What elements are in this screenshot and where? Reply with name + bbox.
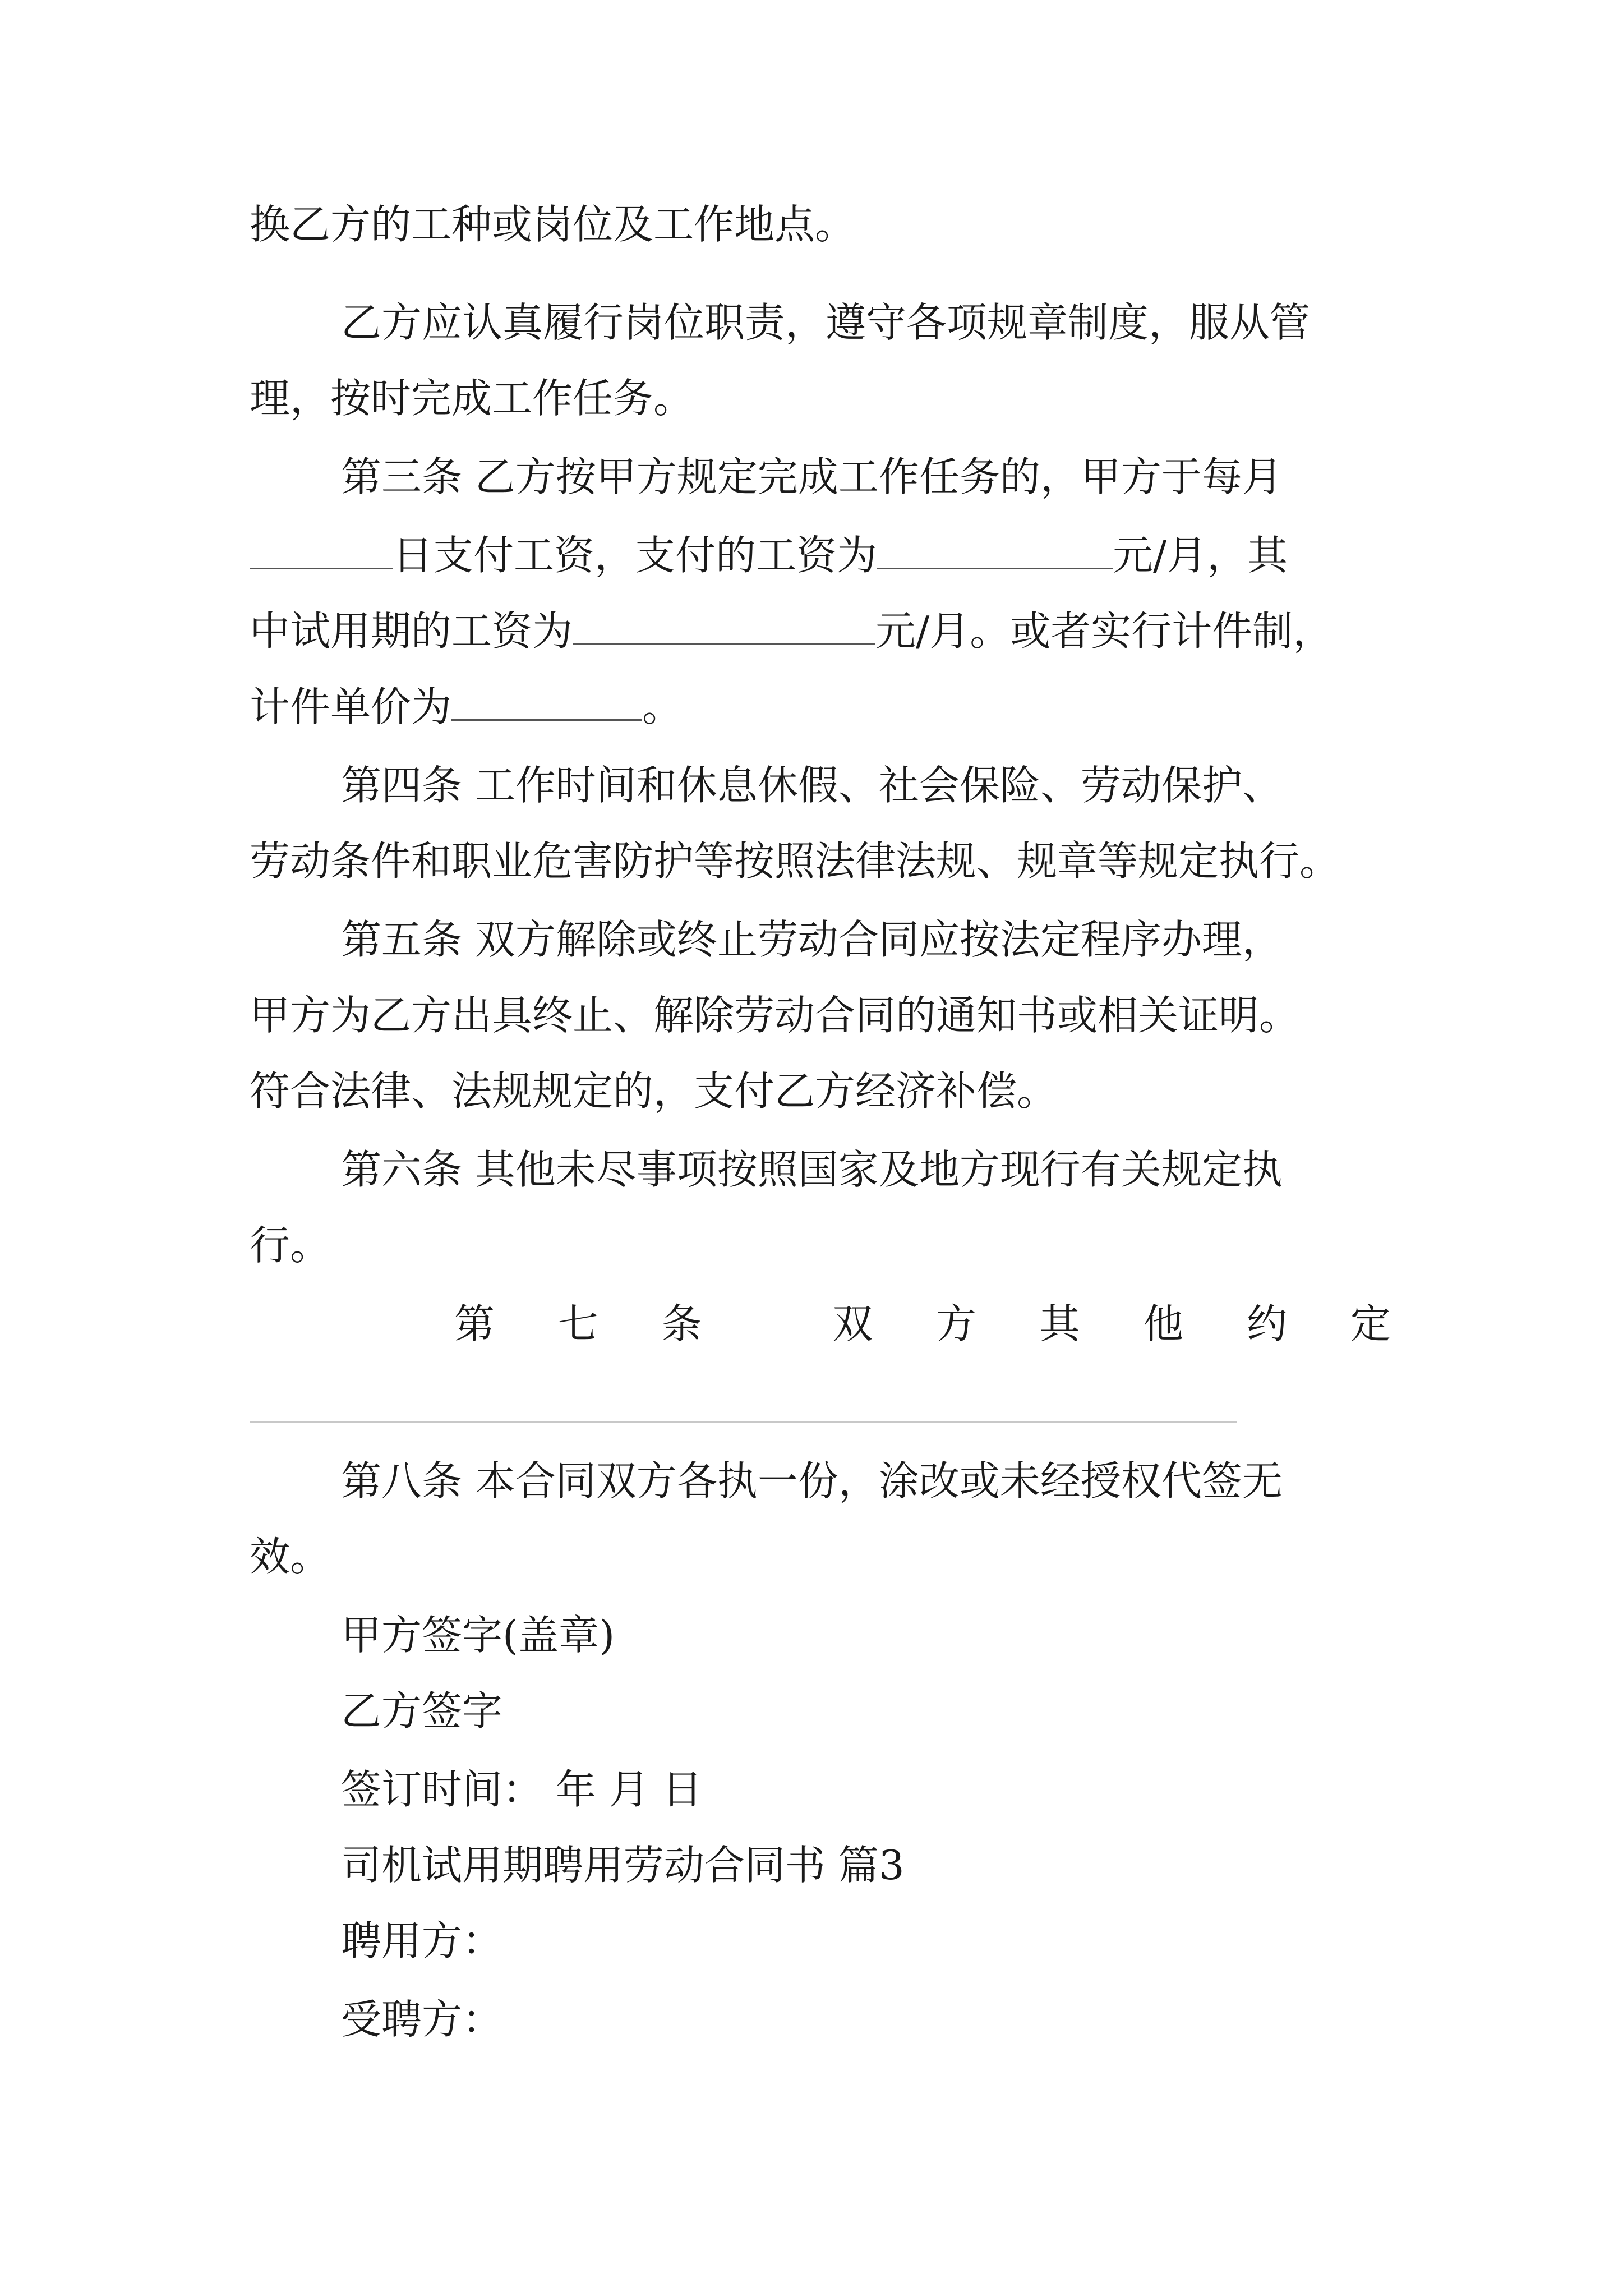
blank-underline <box>573 609 875 645</box>
text-line: 乙方应认真履行岗位职责，遵守各项规章制度，服从管 <box>341 299 1311 346</box>
party-a-signature-label: 甲方签字(盖章) <box>341 1612 615 1659</box>
text-segment: 元/月。或者实行计件制， <box>875 608 1334 655</box>
article-6-heading-line: 第六条 其他未尽事项按照国家及地方现行有关规定执 <box>341 1146 1283 1193</box>
section-title: 司机试用期聘用劳动合同书 篇3 <box>341 1842 905 1889</box>
spread-char: 双 <box>832 1300 873 1347</box>
blank-underline <box>451 684 642 721</box>
article-7-spread-line <box>454 1299 1391 1349</box>
article-4-heading-line: 第四条 工作时间和休息休假、社会保险、劳动保护、 <box>341 762 1283 809</box>
text-line-with-blanks <box>250 682 683 732</box>
text-line: 理，按时完成工作任务。 <box>250 375 694 422</box>
text-line: 甲方为乙方出具终止、解除劳动合同的通知书或相关证明。 <box>250 992 1300 1039</box>
text-line: 符合法律、法规规定的，支付乙方经济补偿。 <box>250 1068 1058 1115</box>
text-line: 劳动条件和职业危害防护等按照法律法规、规章等规定执行。 <box>250 838 1340 885</box>
article-8-heading-line: 第八条 本合同双方各执一份，涂改或未经授权代签无 <box>341 1457 1283 1504</box>
spread-char: 他 <box>1143 1300 1184 1347</box>
text-line: 行。 <box>250 1222 331 1269</box>
text-segment: 日支付工资，支付的工资为 <box>393 532 878 579</box>
blank-underline <box>250 533 393 569</box>
employee-label: 受聘方： <box>341 1996 503 2043</box>
text-line-with-blanks <box>250 606 1333 656</box>
text-line-with-blanks <box>250 530 1288 581</box>
article-5-heading-line: 第五条 双方解除或终止劳动合同应按法定程序办理， <box>341 916 1283 963</box>
employer-label: 聘用方： <box>341 1917 503 1964</box>
text-segment: 中试用期的工资为 <box>250 608 573 655</box>
text-segment: 。 <box>642 683 683 730</box>
blank-rule-line <box>250 1421 1237 1423</box>
spread-char: 约 <box>1247 1300 1288 1347</box>
spread-char: 条 <box>661 1300 702 1347</box>
text-segment: 计件单价为 <box>250 683 452 730</box>
article-3-heading-line: 第三条 乙方按甲方规定完成工作任务的，甲方于每月 <box>341 453 1283 500</box>
spread-char: 七 <box>557 1300 598 1347</box>
text-line: 效。 <box>250 1533 331 1580</box>
spread-char: 方 <box>935 1300 976 1347</box>
text-line: 换乙方的工种或岗位及工作地点。 <box>250 201 856 248</box>
spread-char: 定 <box>1350 1300 1391 1347</box>
party-b-signature-label: 乙方签字 <box>341 1687 503 1734</box>
text-segment: 元/月，其 <box>1113 532 1288 579</box>
signing-date-label: 签订时间： 年 月 日 <box>341 1766 703 1813</box>
blank-underline <box>877 533 1113 569</box>
spread-char: 其 <box>1039 1300 1080 1347</box>
spread-char: 第 <box>454 1300 495 1347</box>
